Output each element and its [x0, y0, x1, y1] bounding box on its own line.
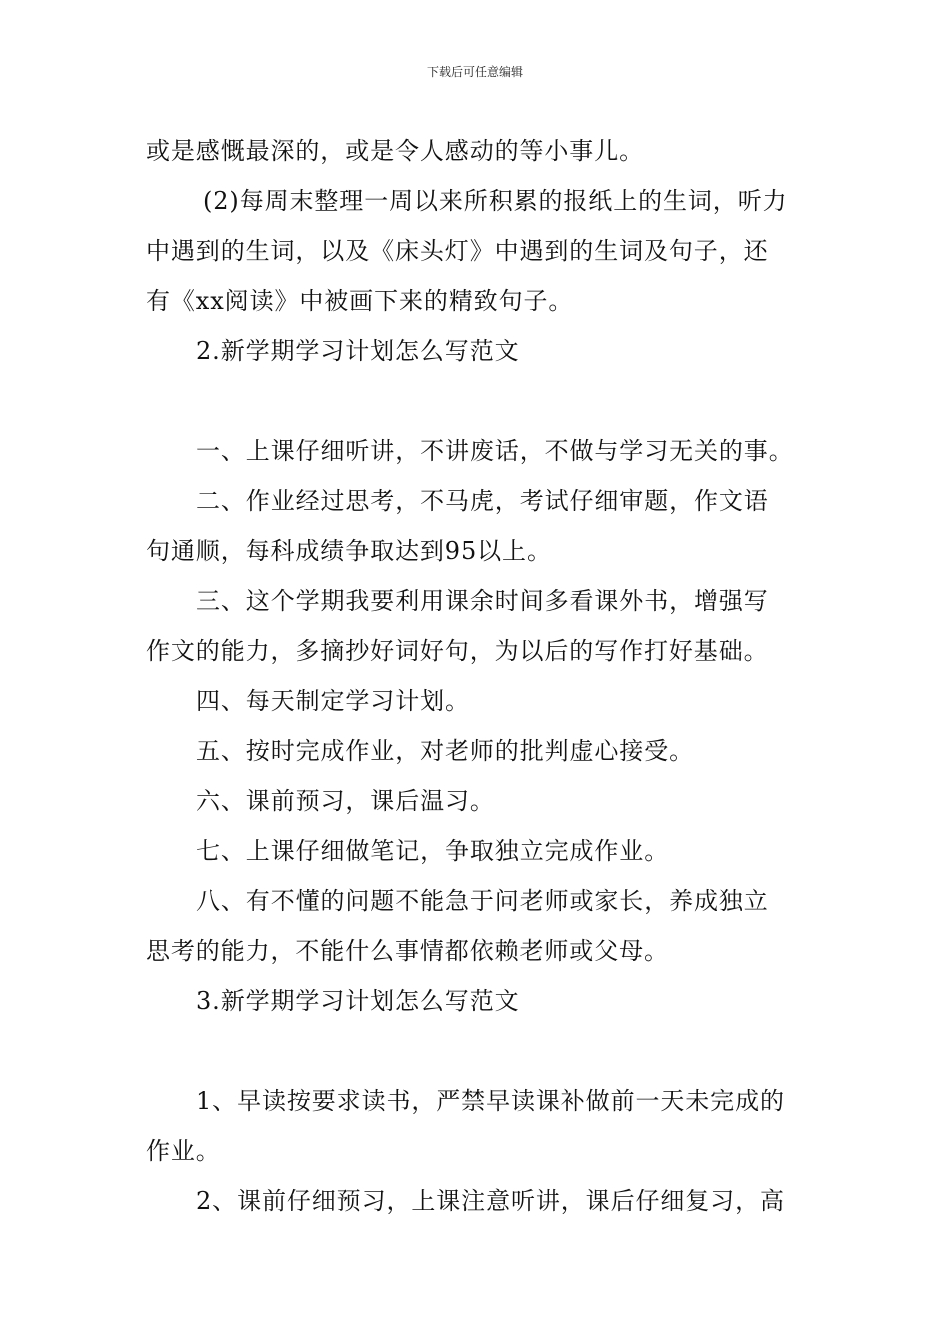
list-item: 八、有不懂的问题不能急于问老师或家长，养成独立 [196, 887, 769, 915]
list-item: 一、上课仔细听讲，不讲废话，不做与学习无关的事。 [196, 437, 794, 465]
list-item-continuation: 作文的能力，多摘抄好词好句，为以后的写作打好基础。 [146, 637, 769, 665]
list-item: 1、早读按要求读书，严禁早读课补做前一天未完成的 [196, 1087, 785, 1115]
paragraph-line: (2)每周末整理一周以来所积累的报纸上的生词，听力 [203, 187, 788, 215]
list-item: 五、按时完成作业，对老师的批判虚心接受。 [196, 737, 694, 765]
section-heading: 2.新学期学习计划怎么写范文 [196, 337, 520, 365]
section-heading: 3.新学期学习计划怎么写范文 [196, 987, 520, 1015]
blank-line [146, 376, 811, 426]
list-item: 七、上课仔细做笔记，争取独立完成作业。 [196, 837, 670, 865]
list-item-continuation: 作业。 [146, 1137, 221, 1165]
paragraph-line: 中遇到的生词，以及《床头灯》中遇到的生词及句子，还 [146, 237, 769, 265]
list-item-continuation: 句通顺，每科成绩争取达到95以上。 [146, 537, 552, 565]
list-item-continuation: 思考的能力，不能什么事情都依赖老师或父母。 [146, 937, 669, 965]
list-item: 三、这个学期我要利用课余时间多看课外书，增强写 [196, 587, 769, 615]
list-item: 2、课前仔细预习，上课注意听讲，课后仔细复习，高 [196, 1187, 785, 1215]
document-body [146, 126, 811, 1226]
list-item: 二、作业经过思考，不马虎，考试仔细审题，作文语 [196, 487, 769, 515]
list-item: 四、每天制定学习计划。 [196, 687, 470, 715]
paragraph-line: 有《xx阅读》中被画下来的精致句子。 [146, 287, 574, 315]
list-item: 六、课前预习，课后温习。 [196, 787, 495, 815]
blank-line [146, 1026, 811, 1076]
page-header: 下载后可任意编辑 [426, 65, 523, 79]
paragraph-line: 或是感慨最深的，或是令人感动的等小事儿。 [146, 137, 644, 165]
